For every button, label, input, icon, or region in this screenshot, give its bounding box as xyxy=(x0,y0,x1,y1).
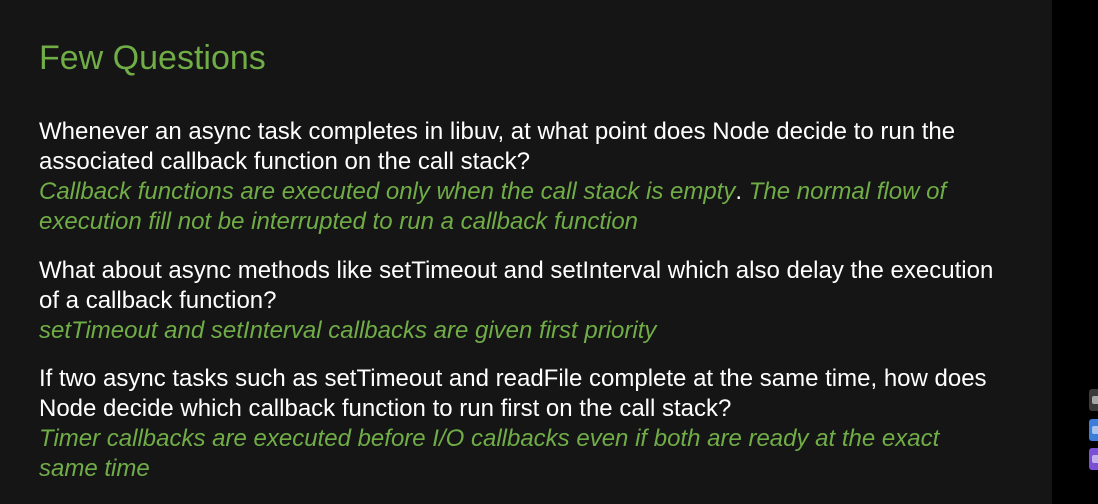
slide-title: Few Questions xyxy=(39,39,266,77)
purple-app-icon[interactable] xyxy=(1089,448,1098,470)
answer-text xyxy=(39,177,999,237)
question-text: What about async methods like setTimeout and setInterval which also delay the execution of a callback function? xyxy=(39,257,994,314)
tool-icon[interactable] xyxy=(1089,389,1098,411)
answer-separator: . xyxy=(735,178,743,205)
answer-text: Timer callbacks are executed before I/O callbacks even if both are ready at the exact same time xyxy=(39,425,940,482)
qa-item xyxy=(39,117,999,237)
purple-app-icon-glyph xyxy=(1092,455,1098,463)
question-text: If two async tasks such as setTimeout and readFile complete at the same time, how does Node decide which callback function to run first on the call stack? xyxy=(39,365,987,422)
qa-item xyxy=(39,256,999,346)
answer-text: setTimeout and setInterval callbacks are given first priority xyxy=(39,317,657,344)
answer-part: The normal flow of execution fill not be interrupted to run a callback function xyxy=(39,178,947,235)
blue-app-icon[interactable] xyxy=(1089,419,1098,441)
answer-part: Callback functions are executed only when the call stack is empty xyxy=(39,178,736,205)
blue-app-icon-glyph xyxy=(1092,426,1098,434)
question-text: Whenever an async task completes in libuv, at what point does Node decide to run the associated callback function on the call stack? xyxy=(39,118,956,175)
tool-icon-glyph xyxy=(1092,396,1098,404)
qa-item xyxy=(39,364,999,484)
